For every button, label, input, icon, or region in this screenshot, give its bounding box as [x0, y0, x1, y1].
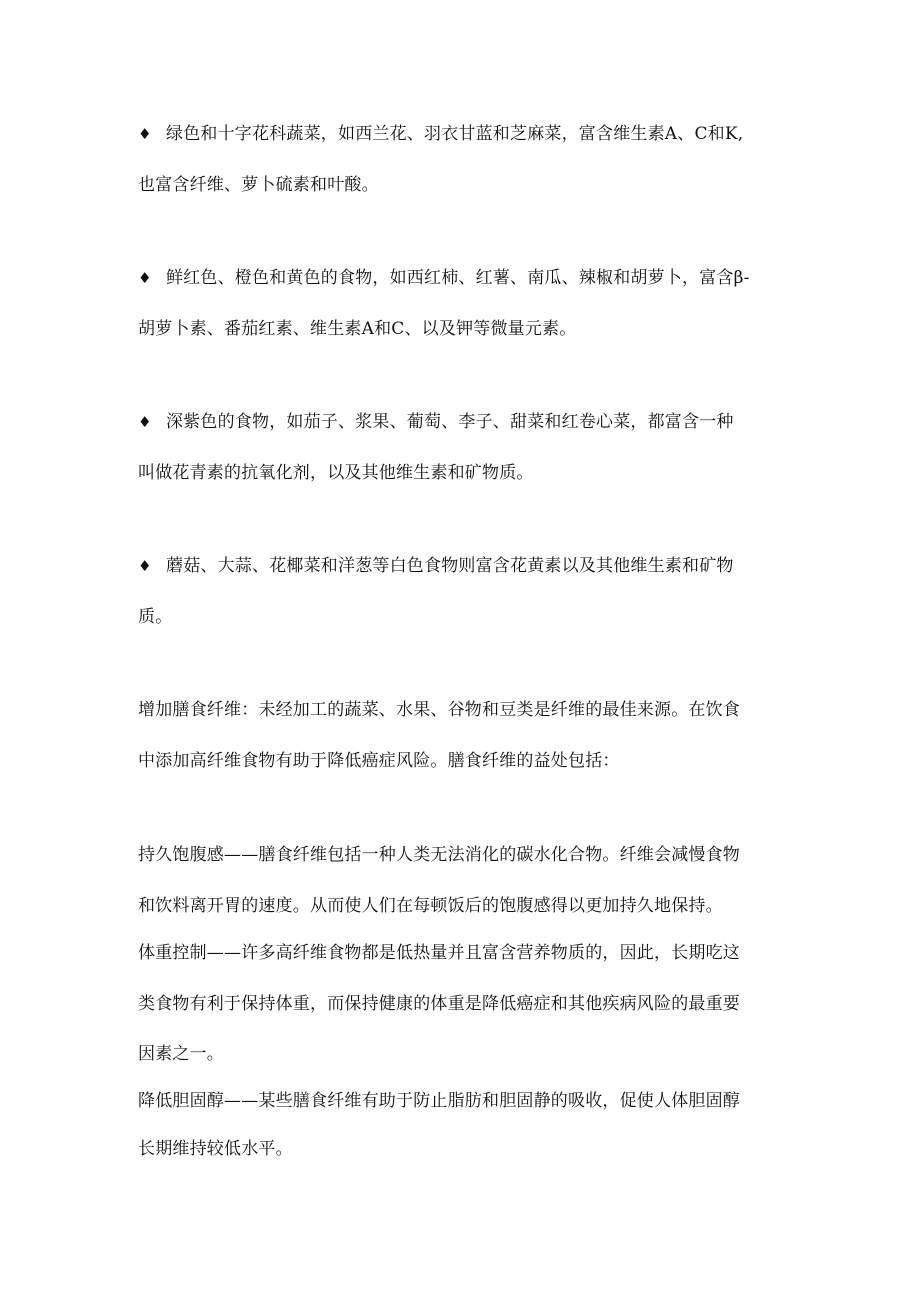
benefit-satiety-line: 持久饱腹感——膳食纤维包括一种人类无法消化的碳水化合物。纤维会减慢食物 [138, 845, 740, 865]
bullet-text-line: 也富含纤维、萝卜硫素和叶酸。 [138, 175, 379, 195]
bullet-text-line: 质。 [138, 607, 173, 627]
bullet-text-line: 叫做花青素的抗氧化剂，以及其他维生素和矿物质。 [138, 463, 534, 483]
benefit-cholesterol-line: 降低胆固醇——某些膳食纤维有助于防止脂肪和胆固静的吸收，促使人体胆固醇 [138, 1091, 740, 1111]
bullet-item-purple-food [138, 409, 788, 435]
benefit-weight-line: 因素之一。 [138, 1044, 224, 1064]
diamond-bullet-icon: ♦ [138, 269, 152, 287]
bullet-text-line: 绿色和十字花科蔬菜，如西兰花、羽衣甘蓝和芝麻菜，富含维生素A、C和K, [166, 124, 744, 144]
bullet-item-white-food [138, 553, 788, 579]
bullet-text-line: 胡萝卜素、番茄红素、维生素A和C、以及钾等微量元素。 [138, 319, 577, 339]
diamond-bullet-icon: ♦ [138, 557, 152, 575]
fiber-intro-line: 中添加高纤维食物有助于降低癌症风险。膳食纤维的益处包括： [138, 751, 620, 771]
bullet-item-red-orange-food [138, 265, 788, 291]
diamond-bullet-icon: ♦ [138, 413, 152, 431]
diamond-bullet-icon: ♦ [138, 125, 152, 143]
benefit-cholesterol-line: 长期维持较低水平。 [138, 1139, 293, 1159]
fiber-intro-line: 增加膳食纤维：未经加工的蔬菜、水果、谷物和豆类是纤维的最佳来源。在饮食 [138, 700, 740, 720]
benefit-weight-line: 体重控制——许多高纤维食物都是低热量并且富含营养物质的，因此，长期吃这 [138, 943, 740, 963]
benefit-weight-line: 类食物有利于保持体重，而保持健康的体重是降低癌症和其他疾病风险的最重要 [138, 994, 740, 1014]
bullet-text-line: 蘑菇、大蒜、花椰菜和洋葱等白色食物则富含花黄素以及其他维生素和矿物 [166, 556, 734, 576]
bullet-item-green-veg [138, 121, 788, 147]
benefit-satiety-line: 和饮料离开胃的速度。从而使人们在每顿饭后的饱腹感得以更加持久地保持。 [138, 896, 723, 916]
bullet-text-line: 鲜红色、橙色和黄色的食物，如西红柿、红薯、南瓜、辣椒和胡萝卜，富含β- [166, 268, 750, 288]
bullet-text-line: 深紫色的食物，如茄子、浆果、葡萄、李子、甜菜和红卷心菜，都富含一种 [166, 412, 734, 432]
